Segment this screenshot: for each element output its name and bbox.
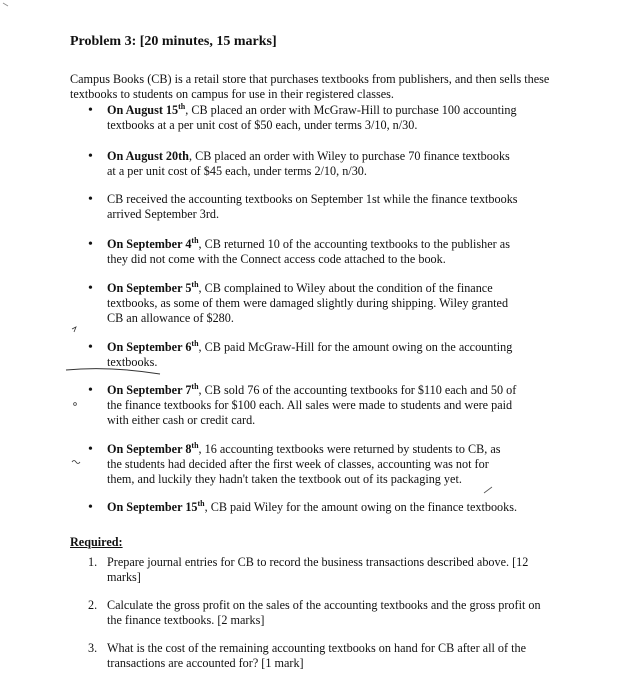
problem-intro: Campus Books (CB) is a retail store that purchases textbooks from publishers, and then sells these textbooks to students on campus for use in their registered classes. — [70, 72, 550, 101]
transaction-item: • On September 7th, CB sold 76 of the accounting textbooks for $110 each and 50 of the finance textbooks for $100 each. All sales were made to students and were paid with either cash or credit card. — [88, 381, 517, 427]
bullet-icon: • — [88, 442, 93, 457]
transaction-date: On September 15 — [107, 500, 198, 514]
requirement-number: 3. — [88, 641, 98, 655]
bullet-icon: • — [88, 103, 93, 118]
requirement-item — [88, 598, 558, 628]
requirement-text: Calculate the gross profit on the sales of the accounting textbooks and the gross profit on the finance textbooks. [2 marks] — [107, 598, 541, 627]
transaction-item: • On September 4th, CB returned 10 of the accounting textbooks to the publisher as they did not come with the Connect access code attached to the book. — [88, 235, 510, 266]
bullet-icon: • — [88, 281, 93, 296]
transaction-text: , CB placed an order with McGraw-Hill to purchase 100 accounting textbooks at a per unit cost of $50 each, under terms 3/10, n/30. — [107, 103, 517, 132]
transaction-item: • On September 5th, CB complained to Wiley about the condition of the finance textbooks, as some of them were damaged slightly during shipping. Wiley granted CB an allowance of $280. — [88, 279, 509, 325]
transaction-item — [88, 192, 518, 222]
pen-squiggle-mark — [72, 461, 80, 464]
requirement-item — [88, 641, 558, 671]
requirement-text: What is the cost of the remaining accounting textbooks on hand for CB after all of the transactions are accounted for? [1 mark] — [107, 641, 526, 670]
requirement-number: 2. — [88, 598, 98, 612]
transaction-date: On September 5 — [107, 281, 192, 295]
transaction-item: • On August 15th, CB placed an order with McGraw-Hill to purchase 100 accounting textbooks at a per unit cost of $50 each, under terms 3/10, n/30. — [88, 101, 517, 132]
required-heading: Required: — [70, 535, 123, 549]
requirement-number: 1. — [88, 555, 98, 569]
requirement-item — [88, 555, 558, 585]
transaction-text: , CB complained to Wiley about the condition of the finance textbooks, as some of them were damaged slightly during shipping. Wiley granted CB an allowance of $280. — [107, 281, 509, 325]
transaction-text: , CB placed an order with Wiley to purchase 70 finance textbooks at a per unit cost of $45 each, under terms 2/10, n/30. — [107, 149, 510, 178]
problem-title: Problem 3: [20 minutes, 15 marks] — [70, 34, 277, 49]
pen-check-stroke — [484, 487, 492, 493]
transaction-text: , 16 accounting textbooks were returned by students to CB, as the students had decided after the first week of classes, accounting was not for them, and luckily they hadn't taken the textbook out of its packaging yet. — [107, 442, 501, 486]
transaction-item: • On September 15th, CB paid Wiley for the amount owing on the finance textbooks. — [88, 498, 518, 515]
transaction-date: On August 20th — [107, 149, 189, 163]
bullet-icon: • — [88, 237, 93, 252]
transaction-date: On August 15 — [107, 103, 179, 117]
transaction-text: , CB sold 76 of the accounting textbooks for $110 each and 50 of the finance textbooks for $100 each. All sales were made to students and were paid with either cash or credit card. — [107, 383, 517, 427]
bullet-icon: • — [88, 500, 93, 515]
pen-dot-mark — [74, 403, 77, 406]
transaction-date: On September 4 — [107, 237, 192, 251]
bullet-icon: • — [88, 149, 93, 164]
transaction-date: On September 8 — [107, 442, 192, 456]
transaction-item: • On September 8th, 16 accounting textbooks were returned by students to CB, as the students had decided after the first week of classes, accounting was not for them, and luckily they hadn't taken the textbook out of its packaging yet. — [88, 440, 501, 486]
bullet-icon: • — [88, 383, 93, 398]
transaction-text: , CB paid Wiley for the amount owing on the finance textbooks. — [204, 500, 518, 514]
pen-tick-stroke — [72, 327, 76, 332]
bullet-icon: • — [88, 340, 93, 355]
transaction-item — [88, 149, 518, 179]
transaction-date: On September 6 — [107, 340, 192, 354]
bullet-icon: • — [88, 192, 93, 207]
requirement-text: Prepare journal entries for CB to record the business transactions described above. [12 marks] — [107, 555, 529, 584]
transaction-text: , CB returned 10 of the accounting textbooks to the publisher as they did not come with the Connect access code attached to the book. — [107, 237, 510, 266]
transaction-text: , CB paid McGraw-Hill for the amount owing on the accounting textbooks. — [107, 340, 513, 369]
transaction-date: On September 7 — [107, 383, 192, 397]
transaction-item: • On September 6th, CB paid McGraw-Hill for the amount owing on the accounting textbooks. — [88, 338, 513, 369]
transaction-text: CB received the accounting textbooks on September 1st while the finance textbooks arrived September 3rd. — [107, 192, 518, 221]
pen-corner-mark — [3, 3, 8, 6]
